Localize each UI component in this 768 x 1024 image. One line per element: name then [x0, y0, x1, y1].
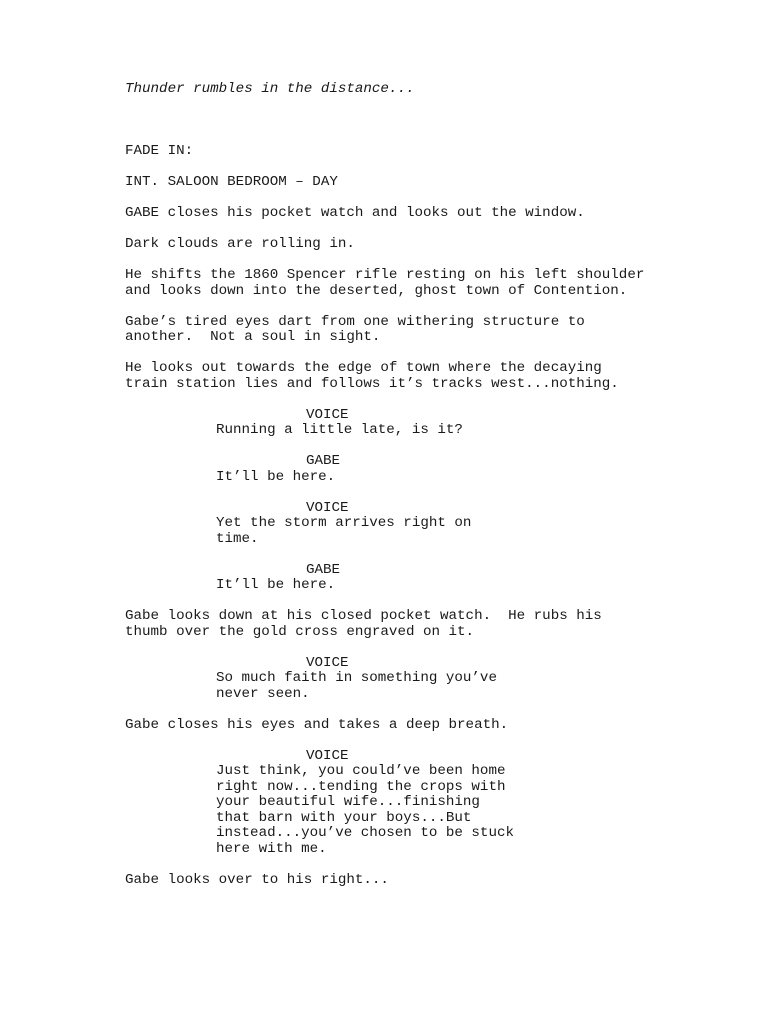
action-line: He looks out towards the edge of town where the decaying	[125, 360, 602, 376]
character-name: VOICE	[306, 747, 349, 764]
action-line: train station lies and follows it’s tracks west...nothing.	[125, 375, 619, 392]
action-line: and looks down into the deserted, ghost town of Contention.	[125, 282, 628, 299]
action-line: GABE closes his pocket watch and looks out the window.	[125, 205, 585, 221]
dialogue-line: your beautiful wife...finishing	[216, 794, 480, 810]
dialogue-line: Running a little late, is it?	[216, 422, 463, 438]
transition-fade-in: FADE IN:	[125, 143, 194, 159]
character-name: VOICE	[306, 406, 349, 423]
action-line: He shifts the 1860 Spencer rifle resting on his left shoulder	[125, 267, 645, 283]
dialogue-line: Just think, you could’ve been home	[216, 763, 506, 779]
character-name: VOICE	[306, 499, 349, 516]
dialogue-line: So much faith in something you’ve	[216, 670, 497, 686]
action-line: Gabe looks down at his closed pocket watch. He rubs his	[125, 608, 602, 624]
dialogue-line: time.	[216, 530, 259, 547]
dialogue-line: here with me.	[216, 840, 327, 857]
action-line: Dark clouds are rolling in.	[125, 236, 355, 252]
dialogue-line: instead...you’ve chosen to be stuck	[216, 825, 514, 841]
dialogue-line: never seen.	[216, 685, 310, 702]
dialogue-line: It’ll be here.	[216, 577, 336, 593]
action-line: Gabe closes his eyes and takes a deep breath.	[125, 716, 509, 733]
dialogue-line: that barn with your boys...But	[216, 809, 472, 826]
character-name: GABE	[306, 561, 341, 578]
action-line: Gabe’s tired eyes dart from one withering structure to	[125, 313, 585, 330]
opening-line: Thunder rumbles in the distance...	[125, 81, 415, 97]
scene-heading: INT. SALOON BEDROOM – DAY	[125, 174, 338, 190]
action-line: Gabe looks over to his right...	[125, 871, 389, 888]
character-name: GABE	[306, 453, 341, 469]
action-line: thumb over the gold cross engraved on it.	[125, 623, 475, 640]
dialogue-line: right now...tending the crops with	[216, 778, 506, 795]
action-line: another. Not a soul in sight.	[125, 329, 381, 345]
dialogue-line: Yet the storm arrives right on	[216, 515, 472, 531]
dialogue-line: It’ll be here.	[216, 468, 336, 485]
character-name: VOICE	[306, 654, 349, 671]
